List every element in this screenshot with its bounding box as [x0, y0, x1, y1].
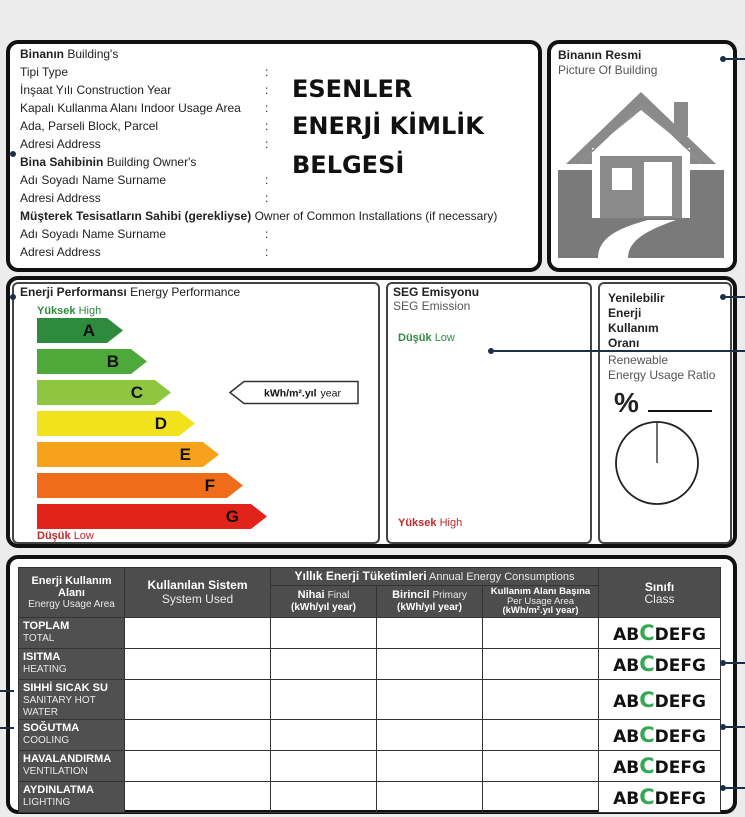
connector-dot	[10, 294, 16, 300]
row-label-en: Address	[56, 245, 101, 259]
system-cell	[125, 782, 271, 813]
energy-class-label: A	[82, 321, 95, 340]
title-line-3: BELGESİ	[292, 151, 405, 179]
row-area-tr: SIHHİ SICAK SU	[23, 682, 108, 694]
final-cell	[271, 649, 377, 680]
row-label-tr: Bina Sahibinin	[20, 155, 104, 169]
system-cell	[125, 751, 271, 782]
row-area-en: SANITARY HOT WATER	[23, 695, 96, 718]
col-class-header: Sınıfı Class	[599, 568, 721, 618]
row-label-en: Address	[56, 137, 101, 151]
table-row	[19, 720, 721, 751]
energy-usage-table	[18, 567, 721, 813]
row-area-tr: AYDINLATMA	[23, 784, 94, 796]
class-letter-highlight: C	[639, 621, 655, 645]
row-area-label	[19, 782, 125, 813]
row-colon: :	[265, 65, 269, 79]
system-cell	[125, 720, 271, 751]
renewable-subtitle-1: Renewable	[608, 353, 669, 367]
energy-class-label: F	[204, 476, 215, 495]
row-label-en: Block, Parcel	[88, 119, 159, 133]
row-area-label	[19, 649, 125, 680]
energy-indicator-unit-tr: kWh/m².yıl	[264, 387, 317, 400]
class-cell	[599, 720, 721, 751]
row-label-tr: Müşterek Tesisatların Sahibi (gerekliyse)	[20, 209, 252, 223]
primary-cell	[377, 782, 483, 813]
row-label-en: Building's	[67, 47, 119, 61]
class-letters-after: DEFG	[654, 691, 706, 712]
row-label-en: Name Surname	[82, 173, 167, 187]
final-cell	[271, 618, 377, 649]
renewable-title-4: Oranı	[608, 336, 640, 350]
renewable-value-line	[648, 410, 712, 412]
row-label-en: Type	[42, 65, 69, 79]
energy-class-label: C	[130, 383, 143, 402]
row-label-tr: Tipi	[20, 65, 39, 79]
row-label-tr: Adresi	[20, 245, 55, 259]
row-colon: :	[265, 119, 269, 133]
energy-performance-title: Enerji Performansı Energy Performance	[20, 285, 241, 299]
energy-class-label: B	[106, 352, 119, 371]
energy-indicator-unit	[264, 388, 341, 400]
table-row	[19, 680, 721, 720]
class-cell	[599, 782, 721, 813]
class-letter-highlight: C	[639, 754, 655, 778]
row-label-tr: Ada, Parseli	[20, 119, 85, 133]
row-label-tr: Binanın	[20, 47, 64, 61]
seg-low-label: Düşük Low	[398, 332, 455, 344]
table-row	[19, 618, 721, 649]
row-area-tr: HAVALANDIRMA	[23, 753, 112, 765]
connector-line	[494, 350, 745, 352]
row-area-tr: ISITMA	[23, 651, 61, 663]
seg-high-label: Yüksek High	[398, 517, 463, 529]
row-colon: :	[265, 101, 269, 115]
renewable-subtitle-2: Energy Usage Ratio	[608, 368, 716, 382]
connector-line	[726, 58, 745, 60]
energy-low-label: Düşük Low	[37, 530, 94, 542]
row-area-label	[19, 720, 125, 751]
class-cell	[599, 649, 721, 680]
row-label-en: Name Surname	[82, 227, 167, 241]
row-label-en: Construction Year	[76, 83, 172, 97]
class-letter-highlight: C	[639, 723, 655, 747]
table-row	[19, 782, 721, 813]
energy-class-bar	[37, 349, 147, 374]
seg-subtitle: SEG Emission	[393, 299, 471, 313]
table-row	[19, 649, 721, 680]
row-label-tr: Adı Soyadı	[20, 227, 79, 241]
col-area-header: Enerji Kullanım Alanı Energy Usage Area	[19, 568, 125, 618]
renewable-percent-symbol: %	[614, 387, 639, 418]
connector-line	[0, 727, 14, 729]
row-label-tr: Adresi	[20, 191, 55, 205]
row-label-en: Owner of Common Installations (if necessary)	[254, 209, 498, 223]
row-label-en: Indoor Usage Area	[140, 101, 241, 115]
connector-line	[726, 726, 745, 728]
class-letters-before: AB	[613, 727, 640, 747]
row-colon: :	[265, 137, 269, 151]
class-cell	[599, 618, 721, 649]
picture-title: Binanın Resmi	[558, 48, 642, 62]
energy-class-label: E	[179, 445, 191, 464]
row-area-en: TOTAL	[23, 633, 55, 644]
row-label-en: Address	[56, 191, 101, 205]
class-letter-highlight: C	[639, 785, 655, 809]
row-colon: :	[265, 83, 269, 97]
class-letters-before: AB	[613, 656, 640, 676]
energy-class-label: G	[225, 507, 239, 526]
class-letters-after: DEFG	[654, 727, 706, 747]
system-cell	[125, 618, 271, 649]
row-area-en: VENTILATION	[23, 766, 88, 777]
final-cell	[271, 720, 377, 751]
class-letters-before: AB	[613, 758, 640, 778]
per-area-cell	[483, 720, 599, 751]
connector-line	[726, 662, 745, 664]
class-letters-after: DEFG	[654, 656, 706, 676]
per-area-cell	[483, 618, 599, 649]
col-system-header: Kullanılan Sistem System Used	[125, 568, 271, 618]
col-per-area-header: Kullanım Alanı Başına Per Usage Area (kWh/m².yıl year)	[483, 586, 599, 618]
row-label-tr: Adresi	[20, 137, 55, 151]
primary-cell	[377, 680, 483, 720]
row-colon: :	[265, 227, 269, 241]
col-final-header: Nihai Final (kWh/yıl year)	[271, 586, 377, 618]
per-area-cell	[483, 649, 599, 680]
class-letters-after: DEFG	[654, 789, 706, 809]
row-area-en: COOLING	[23, 735, 70, 746]
class-cell	[599, 680, 721, 720]
row-label-tr: Kapalı Kullanma Alanı	[20, 101, 138, 115]
final-cell	[271, 751, 377, 782]
title-line-1: ESENLER	[292, 75, 413, 103]
system-cell	[125, 680, 271, 720]
picture-subtitle: Picture Of Building	[558, 63, 658, 77]
class-cell	[599, 751, 721, 782]
row-area-label	[19, 618, 125, 649]
row-area-label	[19, 680, 125, 720]
row-label-tr: Adı Soyadı	[20, 173, 79, 187]
renewable-gauge	[614, 420, 700, 506]
connector-dot	[10, 151, 16, 157]
row-label-tr: İnşaat Yılı	[20, 83, 74, 97]
row-area-label	[19, 751, 125, 782]
per-area-cell	[483, 751, 599, 782]
seg-emission-box	[386, 282, 592, 544]
table-row	[19, 751, 721, 782]
energy-class-bar	[37, 380, 171, 405]
connector-line	[726, 787, 745, 789]
title-line-2: ENERJİ KİMLİK	[292, 112, 484, 140]
renewable-title-2: Enerji	[608, 306, 642, 320]
col-primary-header: Birincil Primary (kWh/yıl year)	[377, 586, 483, 618]
connector-line	[726, 296, 745, 298]
final-cell	[271, 680, 377, 720]
renewable-title-3: Kullanım	[608, 321, 659, 335]
seg-title: SEG Emisyonu	[393, 285, 480, 299]
energy-class-bar	[37, 318, 123, 343]
system-cell	[125, 649, 271, 680]
class-letters-before: AB	[613, 691, 640, 712]
per-area-cell	[483, 782, 599, 813]
row-area-en: LIGHTING	[23, 797, 71, 808]
primary-cell	[377, 649, 483, 680]
col-annual-header: Yıllık Enerji Tüketimleri Annual Energy Consumptions	[271, 568, 599, 586]
row-colon: :	[265, 191, 269, 205]
row-area-en: HEATING	[23, 664, 67, 675]
per-area-cell	[483, 680, 599, 720]
row-colon: :	[265, 173, 269, 187]
connector-line	[0, 690, 14, 692]
row-colon: :	[265, 245, 269, 259]
renewable-title-1: Yenilebilir	[608, 291, 665, 305]
primary-cell	[377, 618, 483, 649]
class-letter-highlight: C	[639, 652, 655, 676]
class-letters-before: AB	[613, 789, 640, 809]
primary-cell	[377, 751, 483, 782]
class-letters-after: DEFG	[654, 758, 706, 778]
energy-high-label: Yüksek High	[37, 305, 102, 317]
energy-class-label: D	[154, 414, 167, 433]
energy-indicator-unit-en: year	[320, 387, 341, 400]
row-label-en: Building Owner's	[106, 155, 197, 169]
energy-class-bar	[37, 442, 219, 467]
class-letter-highlight: C	[639, 687, 655, 712]
final-cell	[271, 782, 377, 813]
primary-cell	[377, 720, 483, 751]
class-letters-after: DEFG	[654, 625, 706, 645]
row-area-tr: TOPLAM	[23, 620, 70, 632]
row-area-tr: SOĞUTMA	[23, 722, 80, 734]
class-letters-before: AB	[613, 625, 640, 645]
energy-class-bar	[37, 411, 195, 436]
